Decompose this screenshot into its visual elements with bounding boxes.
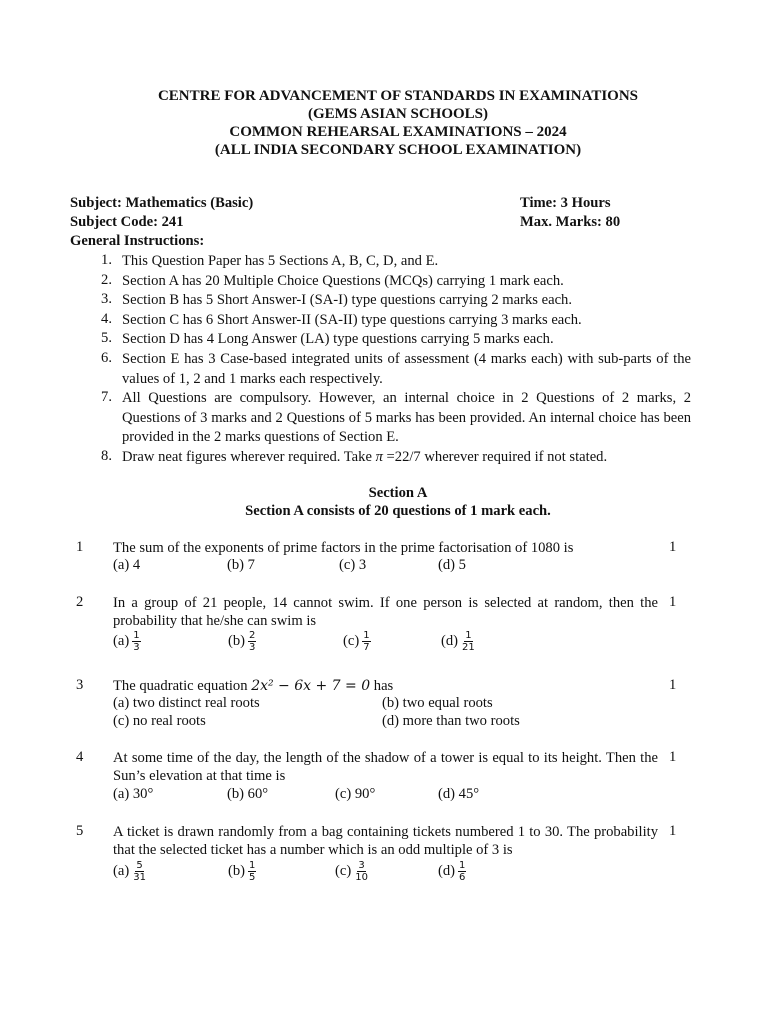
instruction-number: 1.	[101, 252, 112, 268]
question-number: 2	[76, 594, 84, 610]
denominator: 7	[363, 642, 370, 653]
option-c: (c) 3	[339, 557, 367, 573]
fraction	[132, 630, 140, 653]
option-a: (a) 30°	[113, 786, 154, 802]
instruction-text: Section E has 3 Case-based integrated units of assessment (4 marks each) with sub-parts of the values of 1, 2 and 1 marks each respectively.	[122, 351, 691, 387]
option-a	[113, 860, 147, 883]
header-exam-title: COMMON REHEARSAL EXAMINATIONS – 2024	[229, 124, 567, 140]
option-label: (c)	[343, 632, 360, 649]
option-d: (d) 5	[438, 557, 466, 573]
fraction	[362, 630, 370, 653]
option-label: (a)	[113, 862, 130, 879]
instruction-text: All Questions are compulsory. However, an internal choice in 2 Questions of 2 marks, 2 Questions of 3 marks and 2 Questions of 5 marks has been provided. An internal choice has been provided in the 2 marks questions of Section E.	[122, 390, 691, 445]
instruction-text: Section B has 5 Short Answer-I (SA-I) type questions carrying 2 marks each.	[122, 292, 572, 308]
quadratic-equation: 2x² − 6x + 7 = 0	[251, 678, 371, 694]
numerator: 1	[249, 860, 256, 871]
denominator: 5	[249, 872, 256, 883]
question-number: 5	[76, 823, 84, 839]
question-text: At some time of the day, the length of the shadow of a tower is equal to its height. Then the Sun’s elevation at that time is	[113, 750, 658, 784]
numerator: 5	[136, 860, 143, 871]
option-a: (a) 4	[113, 557, 141, 573]
option-c	[343, 630, 371, 653]
fraction	[461, 630, 476, 653]
option-b: (b) two equal roots	[382, 695, 493, 711]
pi-symbol: π	[375, 449, 383, 465]
question-text: In a group of 21 people, 14 cannot swim. If one person is selected at random, then the probability that he/she can swim is	[113, 595, 658, 629]
question-number: 3	[76, 677, 84, 693]
option-b	[228, 630, 256, 653]
option-c: (c) 90°	[335, 786, 376, 802]
fraction	[354, 860, 369, 883]
option-d: (d) more than two roots	[382, 713, 520, 729]
option-d	[441, 630, 476, 653]
option-b	[228, 860, 256, 883]
instruction-text-part: =22/7 wherever required if not stated.	[382, 449, 608, 465]
subject-code-label: Subject Code: 241	[70, 214, 184, 230]
instruction-number: 4.	[101, 311, 112, 327]
fraction	[248, 630, 256, 653]
question-text: A ticket is drawn randomly from a bag containing tickets numbered 1 to 30. The probability that the selected ticket has a number which is an odd multiple of 3 is	[113, 824, 658, 858]
option-a	[113, 630, 141, 653]
option-label: (b)	[228, 862, 246, 879]
fraction	[458, 860, 466, 883]
question-text-part: has	[370, 678, 394, 694]
option-label: (b)	[228, 632, 246, 649]
subject-label: Subject: Mathematics (Basic)	[70, 195, 254, 211]
instruction-text-part: Draw neat figures wherever required. Take	[122, 449, 376, 465]
option-label: (a)	[113, 632, 130, 649]
instruction-text: This Question Paper has 5 Sections A, B, C, D, and E.	[122, 253, 439, 269]
denominator: 10	[355, 872, 368, 883]
question-marks: 1	[669, 823, 677, 839]
instruction-text: Section D has 4 Long Answer (LA) type questions carrying 5 marks each.	[122, 331, 554, 347]
option-b: (b) 60°	[227, 786, 269, 802]
instruction-number: 7.	[101, 389, 112, 405]
option-d	[438, 860, 466, 883]
denominator: 3	[133, 642, 140, 653]
numerator: 3	[358, 860, 365, 871]
header-org-title: CENTRE FOR ADVANCEMENT OF STANDARDS IN EXAMINATIONS	[157, 88, 639, 104]
numerator: 1	[133, 630, 140, 641]
denominator: 21	[462, 642, 475, 653]
option-label: (c)	[335, 862, 352, 879]
instruction-text	[122, 448, 691, 468]
instruction-number: 6.	[101, 350, 112, 366]
option-b: (b) 7	[227, 557, 255, 573]
fraction	[248, 860, 256, 883]
time-label: Time: 3 Hours	[520, 195, 611, 211]
instruction-text: Section C has 6 Short Answer-II (SA-II) type questions carrying 3 marks each.	[122, 312, 582, 328]
question-text-part: The quadratic equation	[113, 678, 252, 694]
question-marks: 1	[669, 539, 677, 555]
question-text: The sum of the exponents of prime factors in the prime factorisation of 1080 is	[113, 540, 574, 556]
numerator: 1	[363, 630, 370, 641]
header-school: (GEMS ASIAN SCHOOLS)	[307, 106, 489, 122]
question-number: 1	[76, 539, 84, 555]
instruction-number: 5.	[101, 330, 112, 346]
question-text	[113, 677, 658, 695]
fraction	[132, 860, 147, 883]
question-marks: 1	[669, 677, 677, 693]
question-marks: 1	[669, 749, 677, 765]
general-instructions-title: General Instructions:	[70, 233, 205, 249]
denominator: 31	[133, 872, 146, 883]
max-marks-label: Max. Marks: 80	[520, 214, 621, 230]
instruction-number: 2.	[101, 272, 112, 288]
denominator: 6	[459, 872, 466, 883]
numerator: 1	[465, 630, 472, 641]
instruction-number: 3.	[101, 291, 112, 307]
header-exam-subtitle: (ALL INDIA SECONDARY SCHOOL EXAMINATION)	[214, 142, 582, 158]
section-subtitle: Section A consists of 20 questions of 1 mark each.	[245, 503, 551, 519]
numerator: 1	[459, 860, 466, 871]
option-label: (d)	[438, 862, 456, 879]
instruction-number: 8.	[101, 448, 112, 464]
question-number: 4	[76, 749, 84, 765]
numerator: 2	[249, 630, 256, 641]
option-label: (d)	[441, 632, 459, 649]
option-a: (a) two distinct real roots	[113, 695, 260, 711]
denominator: 3	[249, 642, 256, 653]
section-title: Section A	[368, 485, 428, 501]
option-d: (d) 45°	[438, 786, 480, 802]
option-c	[335, 860, 369, 883]
instruction-text: Section A has 20 Multiple Choice Questions (MCQs) carrying 1 mark each.	[122, 273, 564, 289]
option-c: (c) no real roots	[113, 713, 206, 729]
question-marks: 1	[669, 594, 677, 610]
